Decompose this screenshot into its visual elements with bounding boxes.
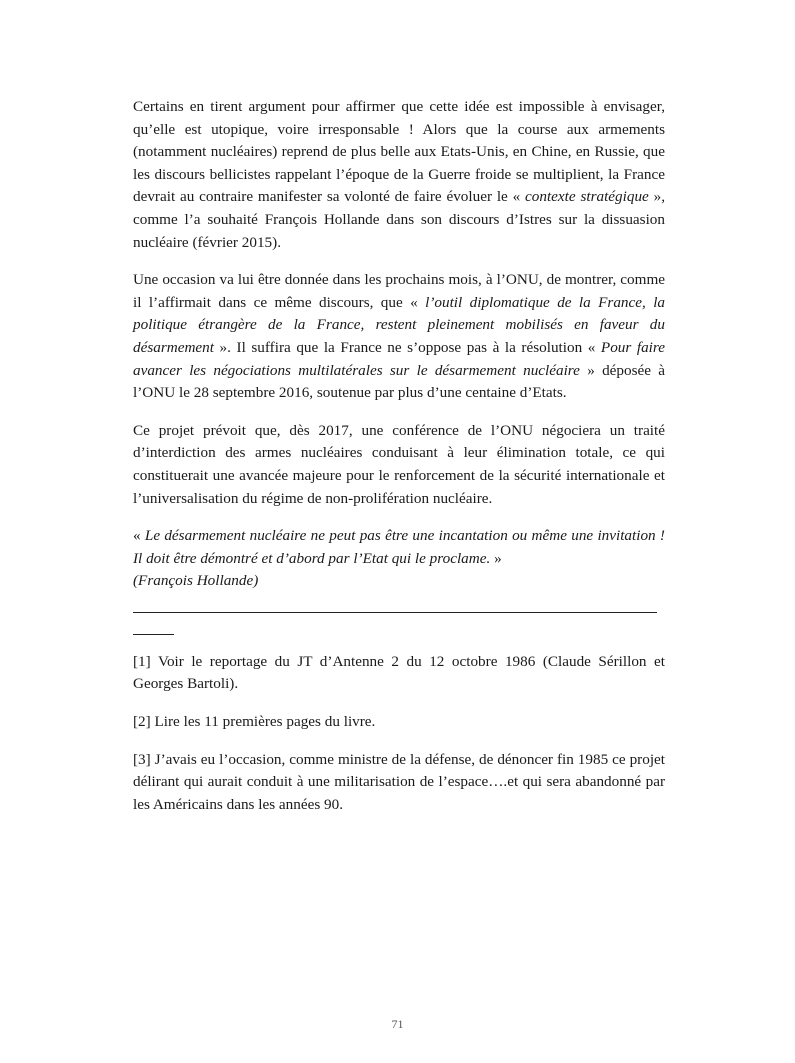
document-page — [133, 96, 665, 831]
paragraph-1-text: Certains en tirent argument pour affirmer que cette idée est impossible à envisager, qu’elle est utopique, voire irresponsable ! Alors que la course aux armements (notamment nucléaires) reprend de plus belle aux Etats-Unis, en Chine, en Russie, que les discours bellicistes rappelant l’époque de la Guerre froide se multiplient, la France devrait au contraire manifester sa volonté de faire évoluer le « — [133, 98, 665, 206]
paragraph-1-emphasis: contexte stratégique — [525, 188, 649, 206]
quote-paragraph — [133, 525, 665, 593]
quote-author: (François Hollande) — [133, 572, 259, 590]
paragraph-2-text-end: » déposée à l’ONU le 28 septembre 2016, soutenue par plus d’une centaine d’Etats. — [133, 361, 666, 402]
footnote-separator-short — [133, 634, 174, 635]
footnote-separator — [133, 612, 657, 613]
footnote-3: [3] J’avais eu l’occasion, comme ministre de la défense, de dénoncer fin 1985 ce projet délirant qui aurait conduit à une militarisation de l’espace….et qui sera abandonné par les Américains dans les années 90. — [133, 750, 665, 813]
quote-open-mark: « — [133, 527, 145, 545]
footnote-2: [2] Lire les 11 premières pages du livre. — [133, 713, 376, 731]
paragraph-1 — [133, 96, 665, 254]
quote-text: Le désarmement nucléaire ne peut pas être une incantation ou même une invitation ! Il doit être démontré et d’abord par l’Etat qui le proclame. — [133, 527, 665, 567]
paragraph-2-text: Une occasion va lui être donnée dans les prochains mois, à l’ONU, de montrer, comme il l’affirmait dans ce même discours, que « — [133, 271, 665, 311]
footnotes — [133, 651, 665, 817]
paragraph-2 — [133, 269, 665, 405]
paragraph-2-emphasis-2: Pour faire avancer les négociations multilatérales sur le désarmement nucléaire — [133, 338, 665, 379]
paragraph-1-text-end: », comme l’a souhaité François Hollande dans son discours d’Istres sur la dissuasion nucléaire (février 2015). — [133, 188, 665, 251]
footnote-1: [1] Voir le reportage du JT d’Antenne 2 du 12 octobre 1986 (Claude Sérillon et Georges Bartoli). — [133, 652, 665, 693]
page-number: 71 — [391, 1017, 404, 1031]
paragraph-2-emphasis-1: l’outil diplomatique de la France, la politique étrangère de la France, restent pleinement mobilisés en faveur du désarmement — [133, 293, 666, 356]
quote-close-mark: » — [490, 549, 502, 567]
paragraph-2-text-middle: ». Il suffira que la France ne s’oppose pas à la résolution « — [213, 338, 601, 356]
paragraph-3: Ce projet prévoit que, dès 2017, une conférence de l’ONU négociera un traité d’interdiction des armes nucléaires conduisant à leur élimination totale, ce qui constituerait une avancée majeure pour le renforcement de la sécurité internationale et l’universalisation du régime de non-prolifération nucléaire. — [133, 421, 665, 507]
